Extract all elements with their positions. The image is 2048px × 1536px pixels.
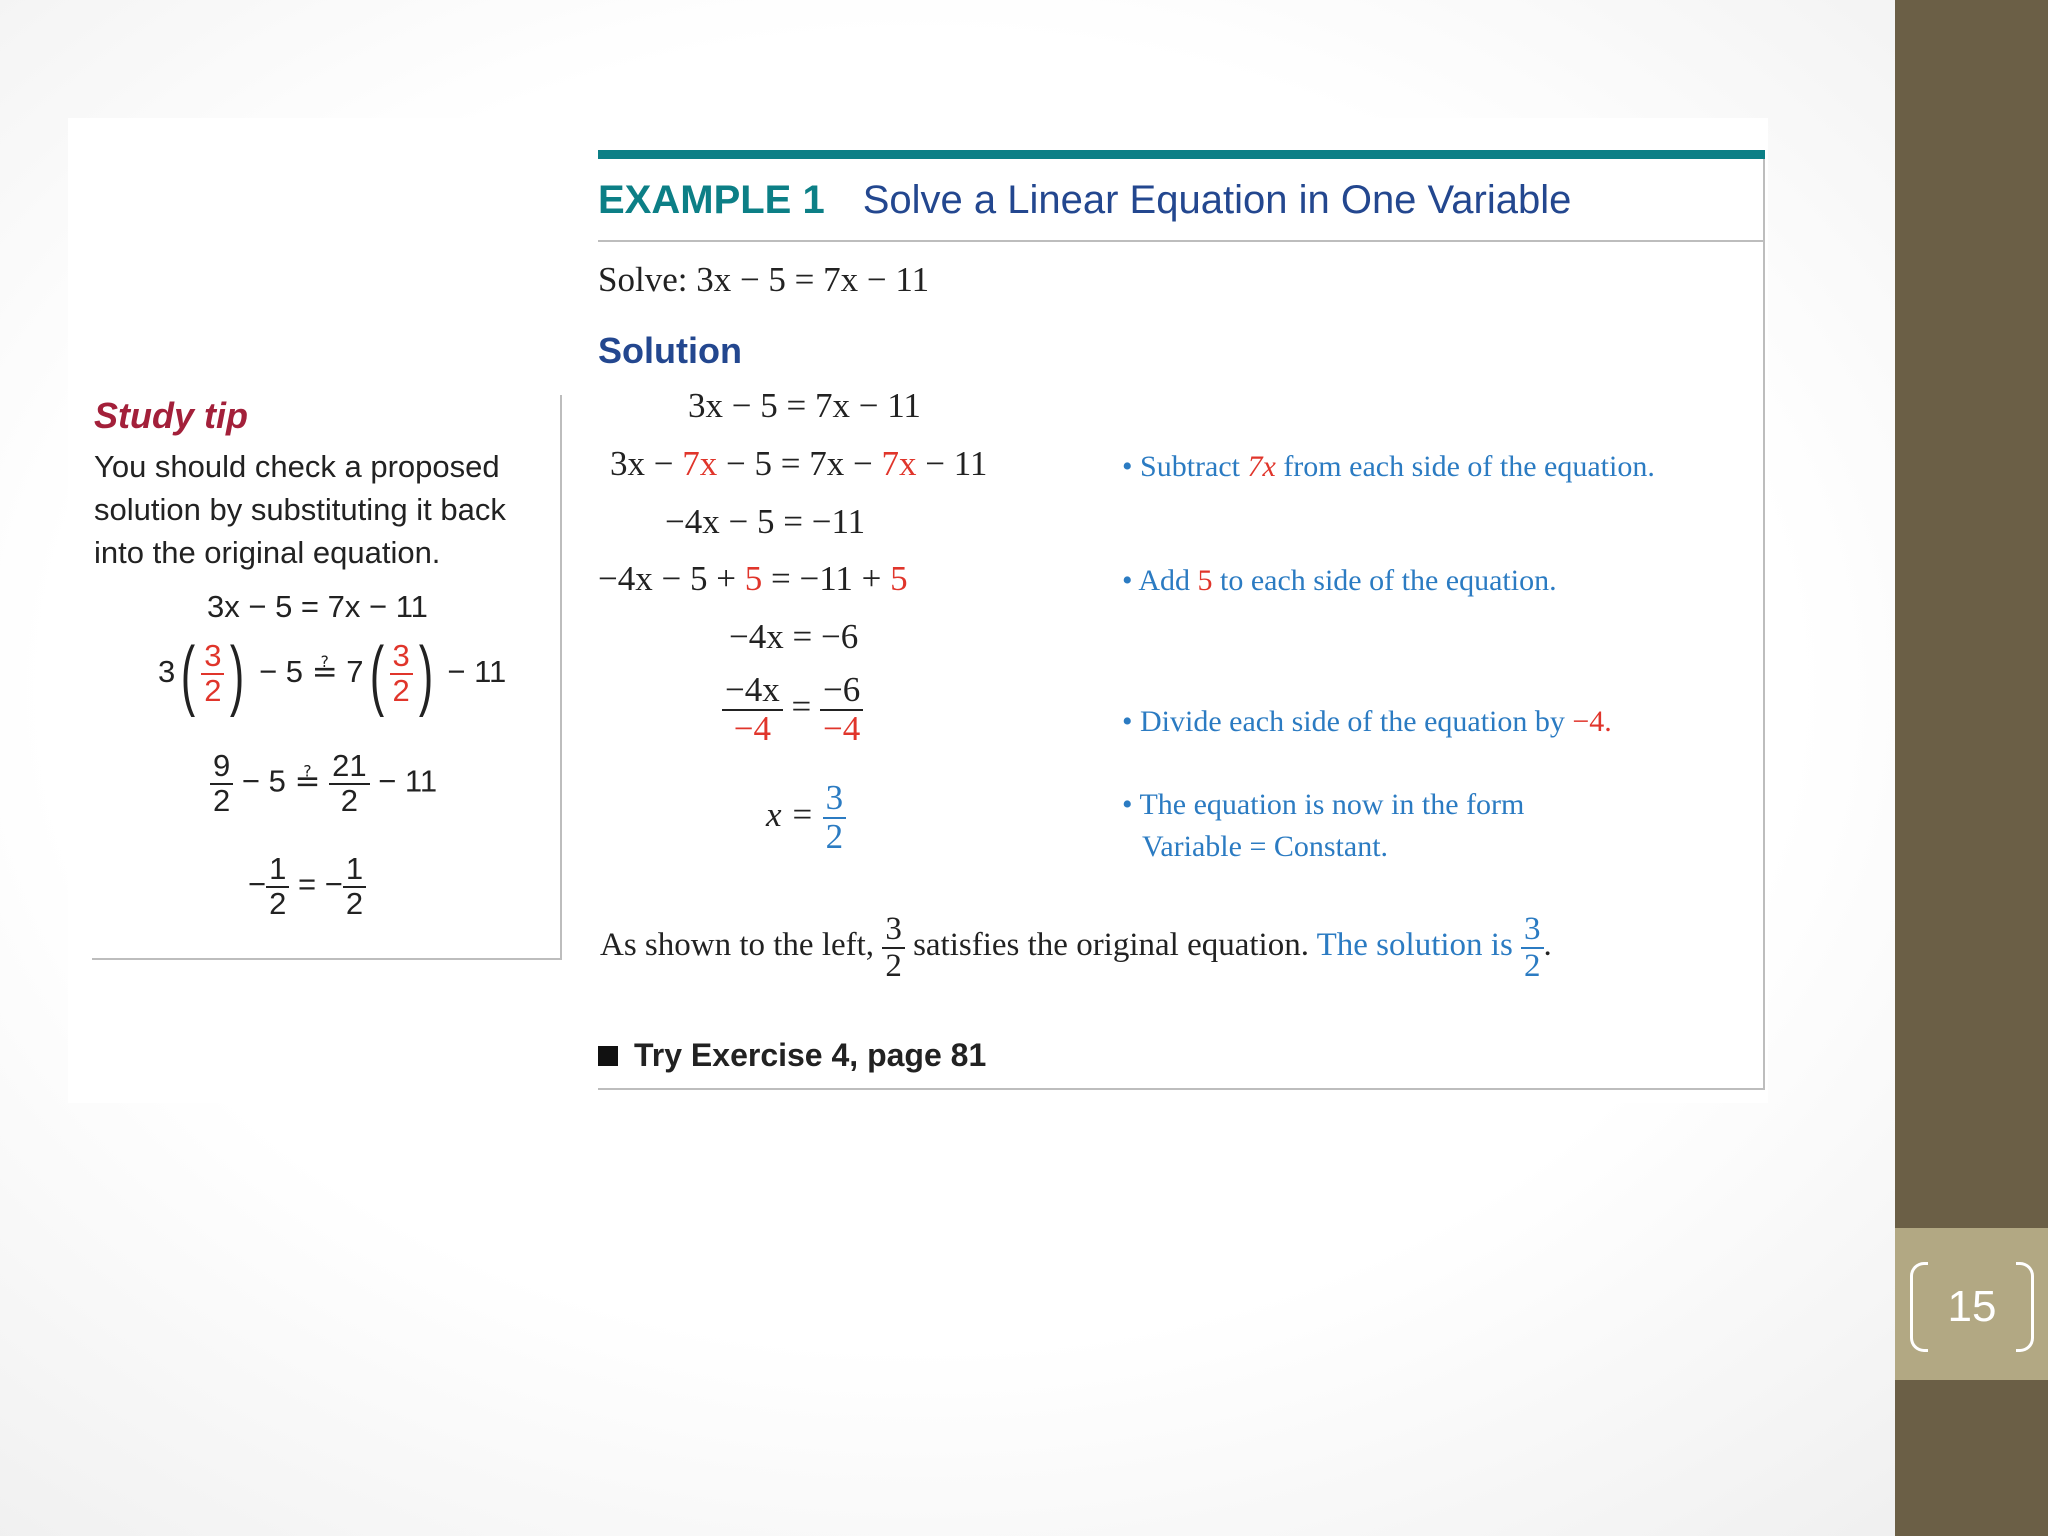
- solution-heading: Solution: [598, 330, 742, 371]
- note-highlight: −4.: [1572, 705, 1612, 738]
- numerator: −4x: [722, 672, 783, 711]
- page-number-text: 15: [1947, 1282, 1997, 1331]
- check-relation: ≟: [294, 763, 321, 799]
- step-highlight: 7x: [682, 444, 718, 483]
- numerator: −6: [820, 672, 863, 711]
- denominator: 2: [392, 673, 410, 708]
- check-fraction: [210, 750, 233, 817]
- check-relation: ≟: [311, 654, 338, 690]
- left-paren: (: [181, 630, 196, 718]
- denominator: −4: [733, 708, 771, 748]
- study-tip-panel: [92, 395, 562, 960]
- study-tip-text: You should check a proposed solution by substituting it back into the original equation.: [94, 449, 506, 570]
- check-line-4: [248, 853, 366, 920]
- note-divide: [1122, 705, 1612, 739]
- denominator: 2: [1524, 947, 1541, 984]
- note-part: from each side of the equation.: [1283, 450, 1655, 483]
- step-relation: =: [791, 686, 812, 726]
- left-paren: (: [369, 630, 384, 718]
- check-mid: − 5: [241, 763, 286, 799]
- right-paren: ): [230, 630, 245, 718]
- note-subtract: [1122, 450, 1655, 484]
- conclusion-fraction: [1521, 912, 1544, 983]
- check-coef-right: 7: [346, 654, 364, 690]
- note-part: • Add: [1122, 564, 1191, 597]
- square-bullet-icon: [598, 1046, 618, 1066]
- check-end: − 11: [447, 654, 507, 690]
- step-part: − 5 = 7x −: [726, 444, 873, 483]
- check-fraction: [390, 640, 413, 707]
- check-fraction: [343, 853, 366, 920]
- numerator: 1: [343, 853, 366, 888]
- example-title: Solve a Linear Equation in One Variable: [862, 178, 1572, 222]
- step-fraction: [820, 672, 863, 748]
- numerator: 3: [1521, 912, 1544, 949]
- example-box: [598, 150, 1765, 1090]
- check-fraction: [266, 853, 289, 920]
- study-tip-title: Study tip: [94, 395, 248, 436]
- note-highlight: 5: [1197, 564, 1213, 597]
- step-7: [766, 780, 846, 856]
- example-label: EXAMPLE 1: [598, 178, 825, 222]
- minus-sign: −: [324, 866, 343, 902]
- page-number: [1910, 1262, 2034, 1352]
- conclusion-end: .: [1543, 927, 1552, 964]
- step-6: [722, 672, 863, 748]
- note-part: to each side of the equation.: [1220, 564, 1557, 597]
- step-highlight: 7x: [881, 444, 917, 483]
- numerator: 1: [266, 853, 289, 888]
- check-fraction: [329, 750, 369, 817]
- numerator: 3: [390, 640, 413, 675]
- right-bracket-icon: [2016, 1262, 2034, 1352]
- denominator: −4: [823, 708, 861, 748]
- try-exercise-text: Try Exercise 4, page 81: [634, 1037, 987, 1073]
- note-form-line1: • The equation is now in the form: [1122, 788, 1525, 821]
- problem-statement: Solve: 3x − 5 = 7x − 11: [598, 260, 930, 299]
- step-part: −4x − 5 +: [598, 559, 736, 598]
- left-bracket-icon: [1910, 1262, 1928, 1352]
- check-coef: 3: [158, 654, 176, 690]
- check-end: − 11: [378, 763, 438, 799]
- step-part: = −11 +: [770, 559, 882, 598]
- step-part: − 11: [925, 444, 988, 483]
- note-highlight: 7x: [1247, 450, 1276, 483]
- conclusion-highlight: The solution is: [1316, 927, 1513, 964]
- step-highlight: 5: [744, 559, 763, 598]
- numerator: 3: [201, 640, 224, 675]
- denominator: 2: [345, 885, 364, 921]
- step-5: −4x = −6: [729, 617, 859, 656]
- note-part: • Divide each side of the equation by: [1122, 705, 1565, 738]
- conclusion: [600, 912, 1552, 983]
- denominator: 2: [340, 782, 358, 818]
- denominator: 2: [213, 782, 231, 818]
- conclusion-fraction: [882, 912, 905, 983]
- check-fraction: [201, 640, 224, 707]
- note-add: [1122, 564, 1557, 598]
- conclusion-part: satisfies the original equation.: [913, 927, 1309, 964]
- check-mid: − 5: [259, 654, 304, 690]
- step-fraction: [722, 672, 783, 748]
- example-top-bar: [598, 150, 1765, 159]
- numerator: 3: [882, 912, 905, 949]
- conclusion-part: As shown to the left,: [600, 927, 875, 964]
- denominator: 2: [269, 885, 287, 921]
- check-line-1: 3x − 5 = 7x − 11: [207, 589, 428, 624]
- step-1: 3x − 5 = 7x − 11: [688, 386, 921, 425]
- try-exercise: [598, 1037, 986, 1074]
- check-line-3: [210, 750, 437, 817]
- step-part: x =: [766, 794, 814, 834]
- numerator: 9: [210, 750, 233, 785]
- header-divider: [598, 240, 1765, 242]
- step-highlight: 5: [890, 559, 908, 598]
- check-line-2: [158, 630, 507, 718]
- step-4: [598, 559, 908, 599]
- minus-sign: −: [248, 866, 267, 902]
- step-3: −4x − 5 = −11: [665, 502, 866, 541]
- note-part: • Subtract: [1122, 450, 1240, 483]
- numerator: 3: [823, 780, 847, 819]
- right-paren: ): [418, 630, 433, 718]
- note-form-line2: Variable = Constant.: [1142, 830, 1389, 863]
- numerator: 21: [329, 750, 369, 785]
- check-relation: =: [297, 866, 317, 902]
- step-fraction: [823, 780, 847, 856]
- example-header: [598, 178, 1571, 223]
- step-2: [610, 444, 987, 484]
- denominator: 2: [825, 816, 844, 856]
- step-part: 3x −: [610, 444, 674, 483]
- denominator: 2: [885, 947, 902, 984]
- denominator: 2: [204, 673, 222, 708]
